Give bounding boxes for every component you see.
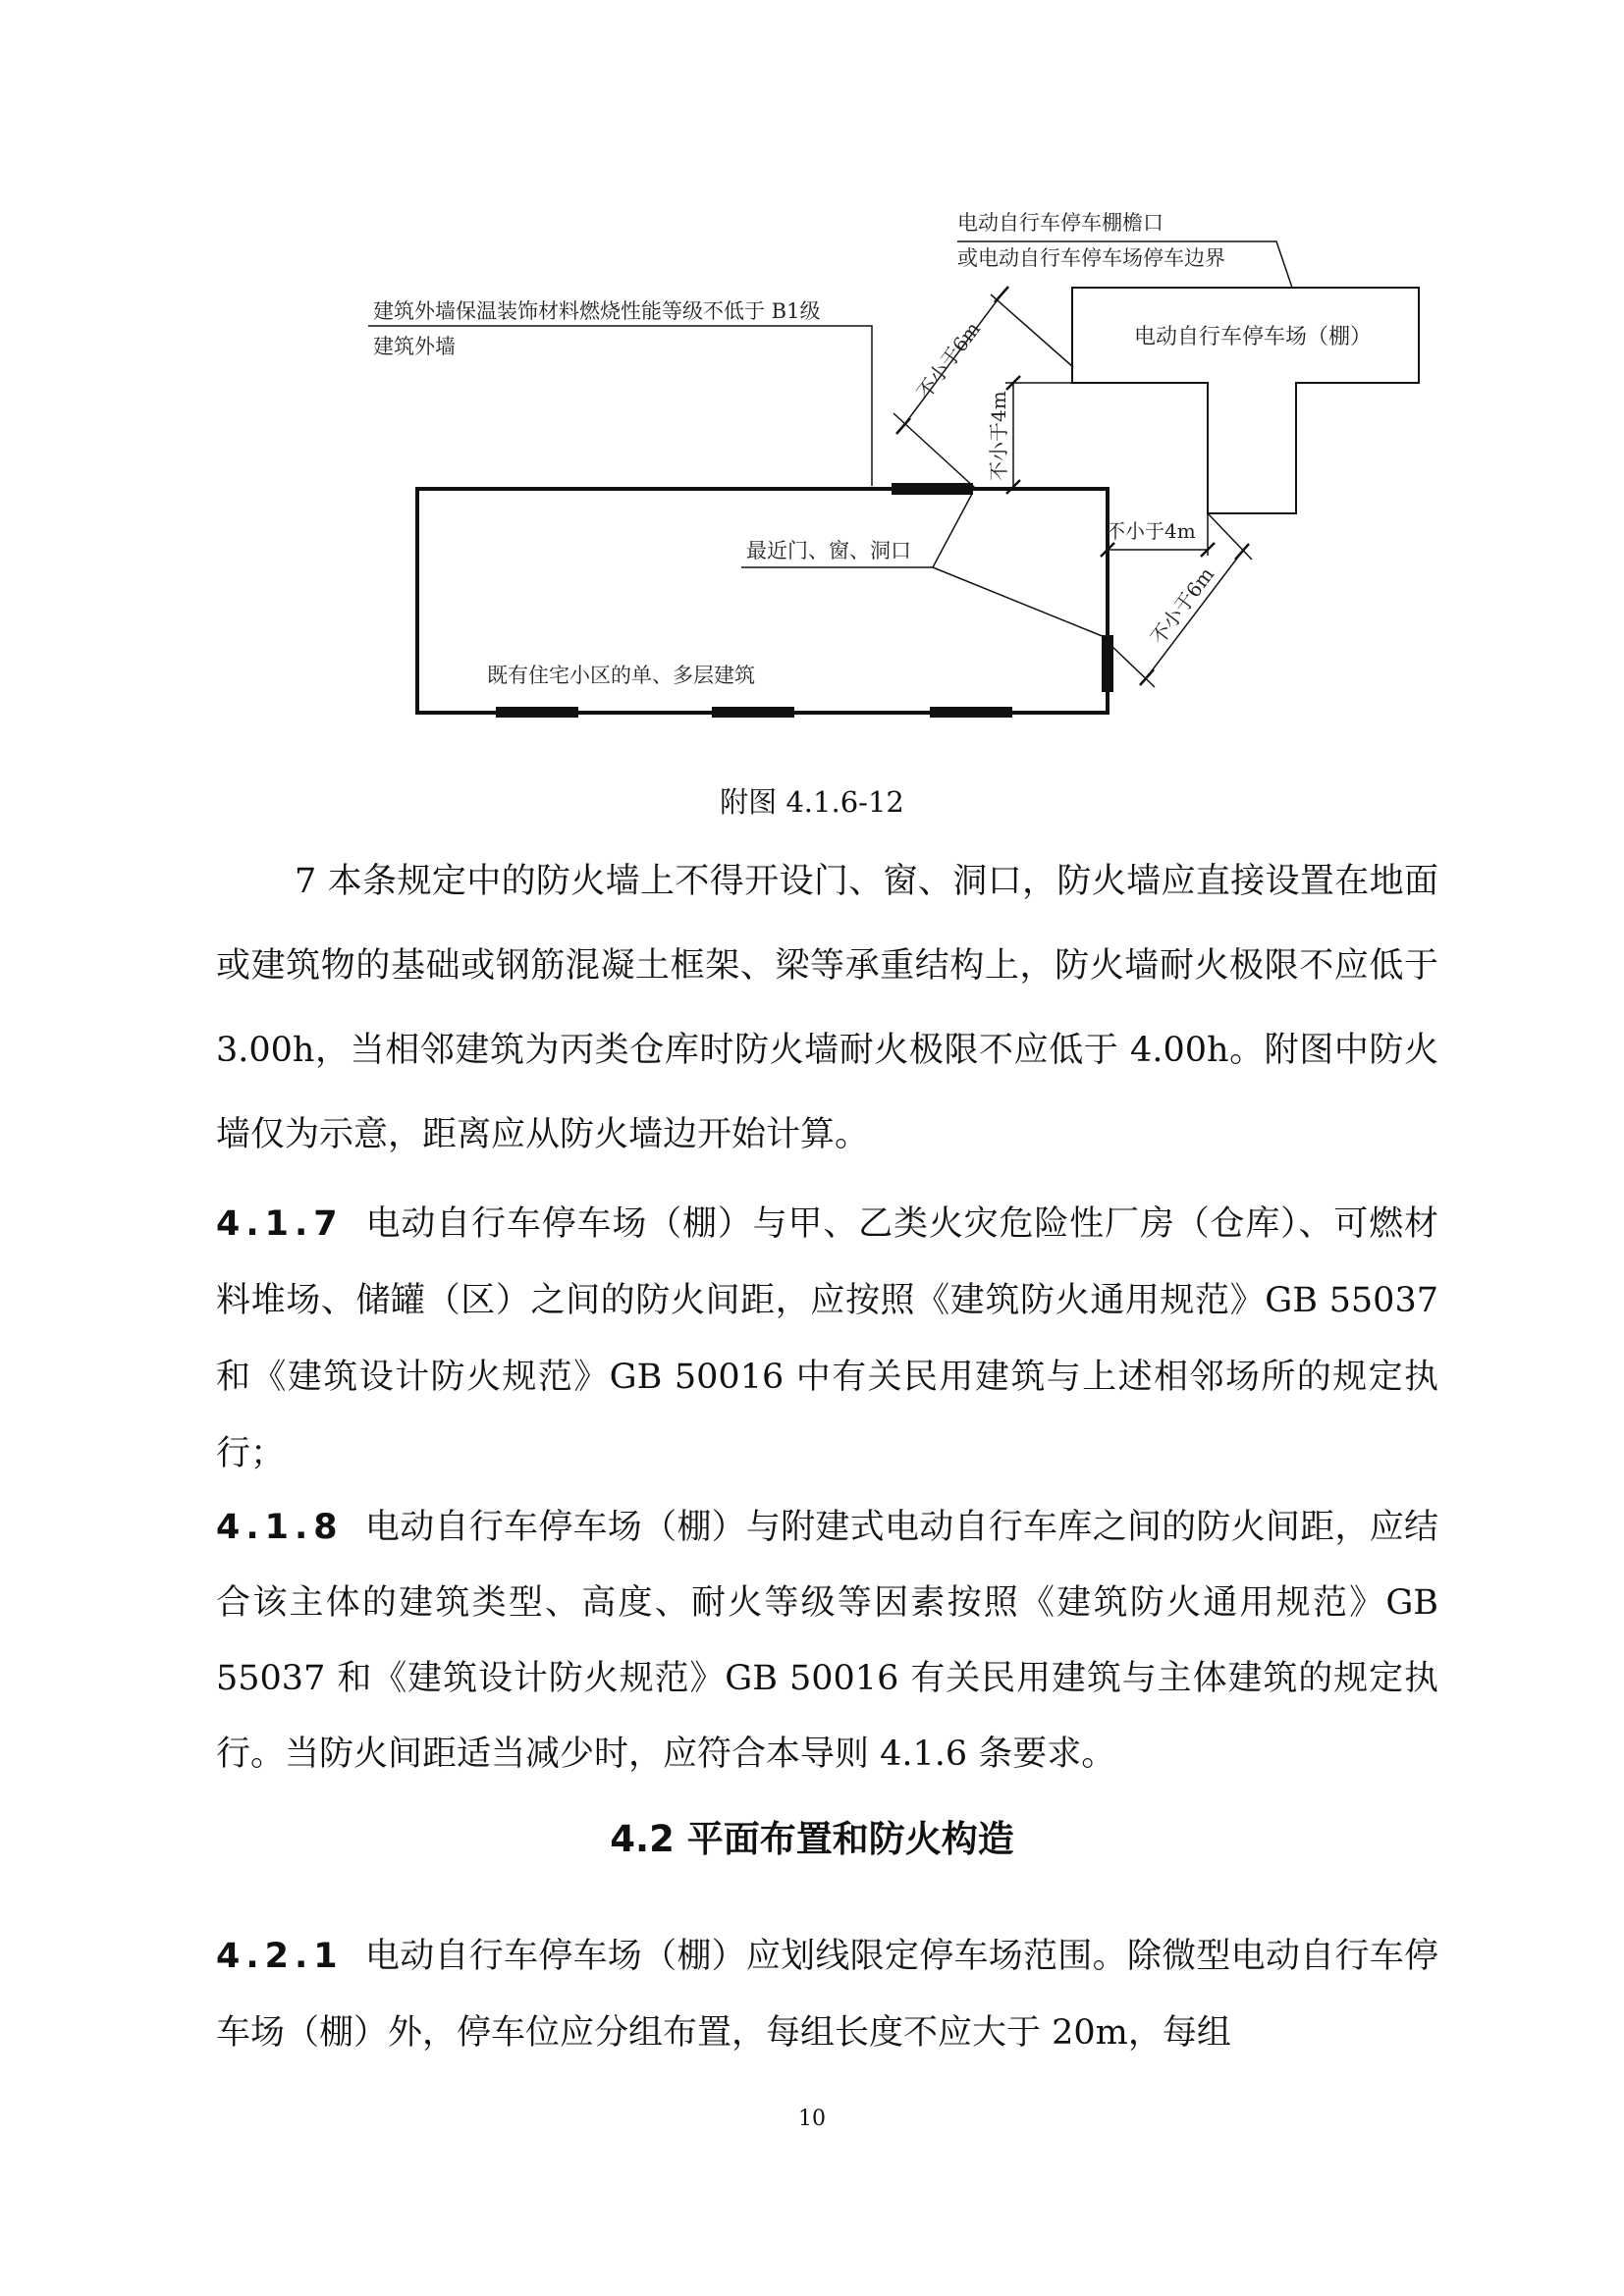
section-4-2-heading: 4.2 平面布置和防火构造: [610, 1818, 1014, 1860]
site-plan-diagram: [0, 0, 1624, 746]
page-number: 10: [798, 2107, 826, 2131]
dim-right-6m-tick-1: [1140, 669, 1154, 685]
existing-building-label: 既有住宅小区的单、多层建筑: [487, 664, 755, 687]
figure-caption: 附图 4.1.6-12: [720, 785, 904, 819]
window-bottom-3: [930, 707, 1012, 718]
clause-4-1-8-number: 4.1.8: [216, 1508, 344, 1547]
clause-4-2-1: [216, 1918, 1438, 2071]
dim-top-4m-label: 不小于4m: [987, 391, 1010, 481]
parking-lot-label: 电动自行车停车场（棚）: [1134, 325, 1373, 349]
dim-top-6m-label: 不小于6m: [911, 317, 986, 404]
window-bottom-1: [496, 707, 578, 718]
fire-wall-right: [1102, 635, 1113, 692]
dim-right-6m-label: 不小于6m: [1145, 562, 1219, 650]
clause-4-1-8: [216, 1490, 1438, 1792]
wall-material-label-line2: 建筑外墙: [373, 335, 456, 358]
fire-wall-top: [892, 483, 973, 495]
dim-top-6m-ext-2: [991, 294, 1073, 367]
clause-4-1-8-text: 电动自行车停车场（棚）与附建式电动自行车库之间的防火间距，应结合该主体的建筑类型、高度、耐火等级等因素按照《建筑防火通用规范》GB 55037 和《建筑设计防火规范》GB 50016 有关民用建筑与主体建筑的规定执行。当防火间距适当减少时，应符合本导则 4.1.6 条要求。: [216, 1508, 1438, 1774]
nearest-opening-leader-right: [933, 567, 1105, 637]
clause-4-2-1-text: 电动自行车停车场（棚）应划线限定停车场范围。除微型电动自行车停车场（棚）外，停车位应分组布置，每组长度不应大于 20m，每组: [216, 1937, 1438, 2053]
nearest-opening-label: 最近门、窗、洞口: [746, 539, 911, 562]
dim-right-4m-label: 不小于4m: [1106, 519, 1196, 543]
dim-right-6m-tick-2: [1235, 544, 1249, 560]
parking-lot-outline: [1072, 288, 1419, 513]
canopy-edge-label-line2: 或电动自行车停车场停车边界: [957, 246, 1225, 270]
clause-4-2-1-paragraph: [216, 1918, 1438, 2071]
clause-4-1-7-number: 4.1.7: [216, 1204, 344, 1244]
dim-top-6m-tick-2: [995, 287, 1008, 302]
window-bottom-2: [712, 707, 794, 718]
dim-right-6m-ext-1: [1109, 643, 1155, 687]
clause-4-2-1-number: 4.2.1: [216, 1937, 344, 1976]
item-7-text: 7 本条规定中的防火墙上不得开设门、窗、洞口，防火墙应直接设置在地面或建筑物的基础或钢筋混凝土框架、梁等承重结构上，防火墙耐火极限不应低于 3.00h，当相邻建筑为丙类仓库时防火墙耐火极限不应低于 4.00h。附图中防火墙仅为示意，距离应从防火墙边开始计算。: [216, 862, 1438, 1154]
item-7-paragraph: [216, 839, 1438, 1177]
clause-4-1-7-paragraph: [216, 1186, 1438, 1492]
clause-4-1-8-paragraph: [216, 1490, 1438, 1792]
canopy-edge-label-line1: 电动自行车停车棚檐口: [957, 211, 1164, 235]
clause-4-1-7-text: 电动自行车停车场（棚）与甲、乙类火灾危险性厂房（仓库）、可燃材料堆场、储罐（区）之间的防火间距，应按照《建筑防火通用规范》GB 55037 和《建筑设计防火规范》GB 50016 中有关民用建筑与上述相邻场所的规定执行；: [216, 1204, 1438, 1473]
wall-material-label-line1: 建筑外墙保温装饰材料燃烧性能等级不低于 B1级: [373, 299, 821, 323]
dim-right-6m-ext-2: [1208, 513, 1252, 560]
clause-4-1-7: [216, 1186, 1438, 1492]
